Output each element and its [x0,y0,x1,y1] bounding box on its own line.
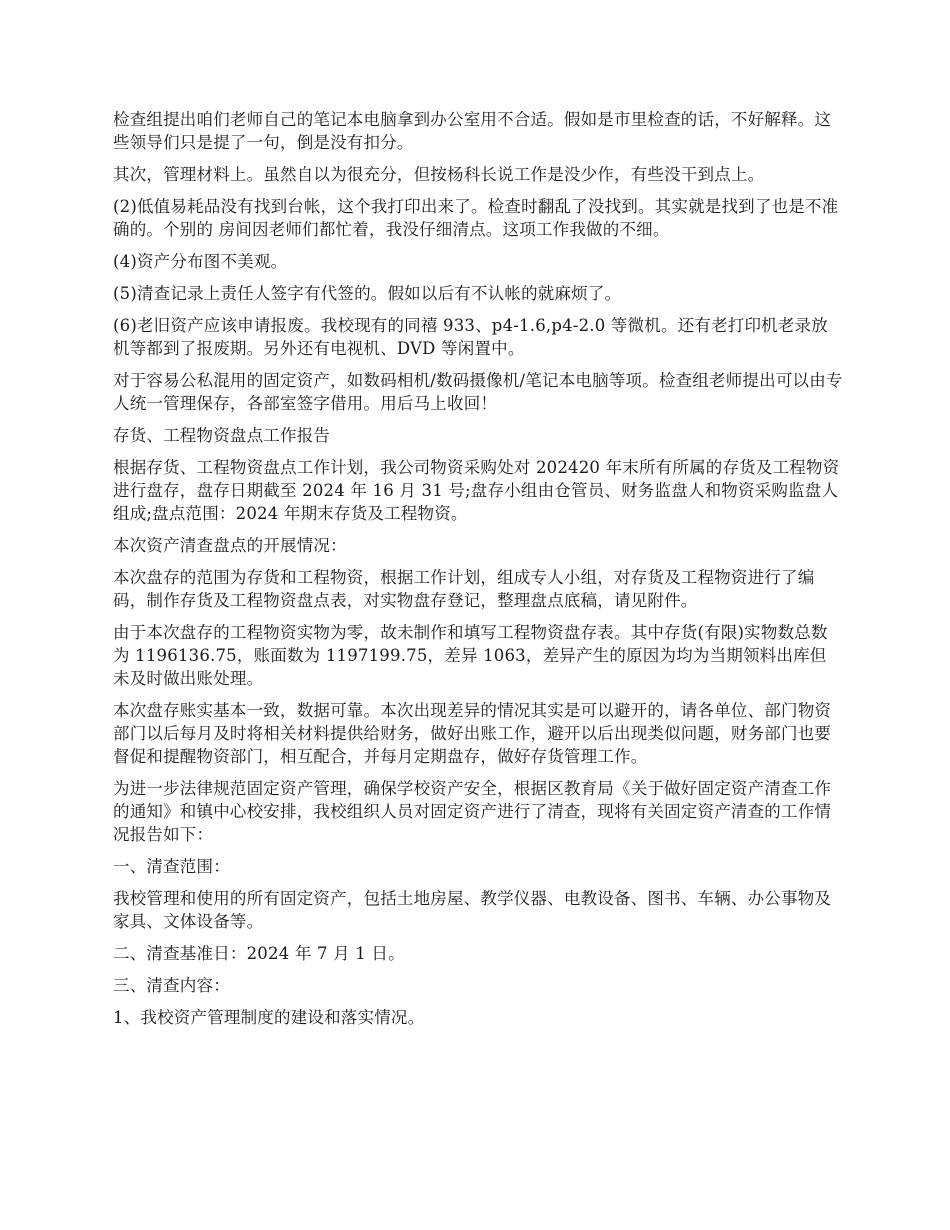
section-heading: 一、清查范围： [113,857,230,876]
paragraph: (4)资产分布图不美观。 [113,252,288,271]
paragraph: 由于本次盘存的工程物资实物为零，故未制作和填写工程物资盘存表。其中存货(有限)实物数总数为 1196136.75，账面数为 1197199.75，差异 1063，差异产生的原因为均为当期领料出库但未及时做出账处理。 [113,623,828,688]
paragraph: (5)清查记录上责任人签字有代签的。假如以后有不认帐的就麻烦了。 [113,284,622,303]
paragraph: 我校管理和使用的所有固定资产，包括土地房屋、教学仪器、电教设备、图书、车辆、办公事物及家具、文体设备等。 [113,889,832,931]
paragraph: 检查组提出咱们老师自己的笔记本电脑拿到办公室用不合适。假如是市里检查的话，不好解释。这些领导们只是提了一句，倒是没有扣分。 [113,110,832,152]
paragraph: 对于容易公私混用的固定资产，如数码相机/数码摄像机/笔记本电脑等项。检查组老师提出可以由专人统一管理保存，各部室签字借用。用后马上收回！ [113,371,843,413]
paragraph: 本次资产清查盘点的开展情况： [113,536,347,555]
paragraph: 本次盘存的范围为存货和工程物资，根据工作计划，组成专人小组，对存货及工程物资进行了编码，制作存货及工程物资盘点表，对实物盘存登记，整理盘点底稿，请见附件。 [113,568,815,610]
paragraph: (2)低值易耗品没有找到台帐，这个我打印出来了。检查时翻乱了没找到。其实就是找到了也是不准确的。个别的 房间因老师们都忙着，我没仔细清点。这项工作我做的不细。 [113,197,839,239]
document-body [113,108,843,1038]
section-heading: 存货、工程物资盘点工作报告 [113,426,331,445]
paragraph: (6)老旧资产应该申请报废。我校现有的同禧 933、p4-1.6,p4-2.0 等微机。还有老打印机老录放机等都到了报废期。另外还有电视机、DVD 等闲置中。 [113,316,828,358]
paragraph: 本次盘存账实基本一致，数据可靠。本次出现差异的情况其实是可以避开的，请各单位、部门物资部门以后每月及时将相关材料提供给财务，做好出账工作，避开以后出现类似问题，财务部门也要督促和提醒物资部门，相互配合，并每月定期盘存，做好存货管理工作。 [113,701,832,766]
section-heading: 三、清查内容： [113,976,230,995]
paragraph: 其次，管理材料上。虽然自以为很充分，但按杨科长说工作是没少作，有些没干到点上。 [113,165,765,184]
section-heading: 二、清查基准日：2024 年 7 月 1 日。 [113,944,405,963]
list-item: 1、我校资产管理制度的建设和落实情况。 [113,1008,425,1027]
paragraph: 根据存货、工程物资盘点工作计划，我公司物资采购处对 202420 年末所有所属的存货及工程物资进行盘存，盘存日期截至 2024 年 16 月 31 号;盘存小组由仓管员、财务监盘人和物资采购监盘人组成;盘点范围：2024 年期末存货及工程物资。 [113,458,840,523]
paragraph: 为进一步法律规范固定资产管理，确保学校资产安全，根据区教育局《关于做好固定资产清查工作的通知》和镇中心校安排，我校组织人员对固定资产进行了清查，现将有关固定资产清查的工作情况报告如下： [113,779,832,844]
